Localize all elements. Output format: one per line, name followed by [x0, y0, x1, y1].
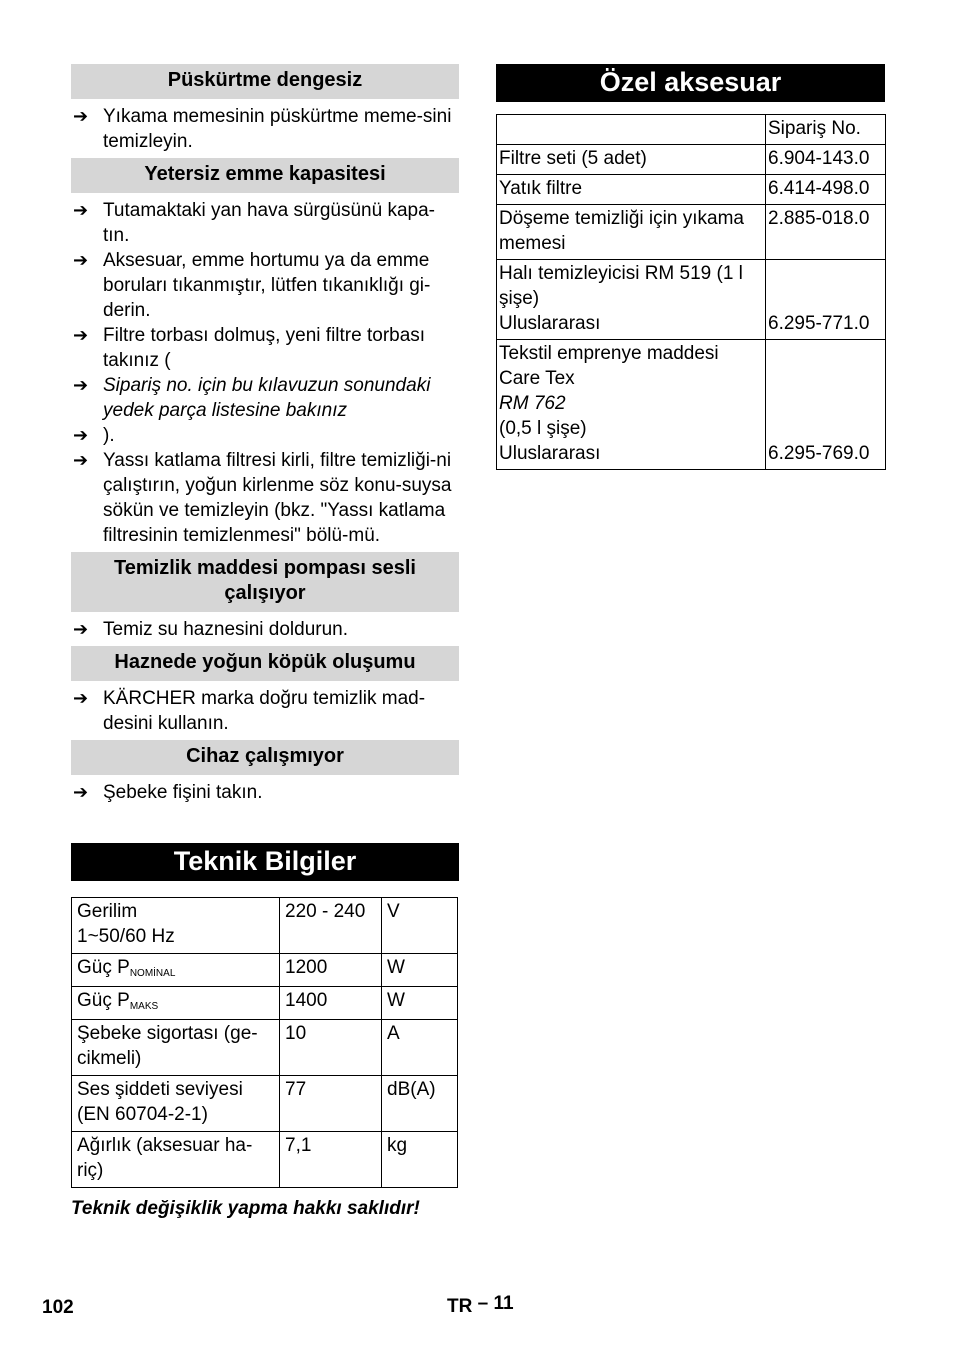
- spec-value: 7,1: [280, 1132, 382, 1188]
- table-row: [72, 954, 458, 987]
- troubleshooting-list: [71, 612, 459, 646]
- spec-label: Güç P: [77, 957, 130, 978]
- table-row: [497, 175, 886, 205]
- troubleshooting-heading: Haznede yoğun köpük oluşumu: [71, 646, 459, 681]
- accessory-order-no: 2.885-018.0: [766, 205, 886, 260]
- list-item: [71, 248, 459, 323]
- troubleshooting-heading: Püskürtme dengesiz: [71, 64, 459, 99]
- list-item: [71, 780, 459, 805]
- spec-unit: V: [382, 898, 458, 954]
- right-column: [496, 64, 885, 470]
- accessory-order-no: 6.295-771.0: [766, 260, 886, 340]
- spec-label: Gerilim: [77, 901, 138, 922]
- accessory-name-line: Filtre seti (5 adet): [499, 148, 647, 169]
- accessory-name-cell: [497, 145, 766, 175]
- spec-label-cell: [72, 1132, 280, 1188]
- spec-unit: W: [382, 987, 458, 1020]
- list-item-text: Şebeke fişini takın.: [103, 782, 263, 803]
- arrow-right-icon: ➔: [73, 200, 89, 220]
- accessories-heading: Özel aksesuar: [496, 64, 885, 102]
- technical-data-table: [71, 897, 458, 1188]
- troubleshooting-list: [71, 193, 459, 552]
- arrow-right-icon: ➔: [73, 619, 89, 639]
- troubleshooting-heading: Cihaz çalışmıyor: [71, 740, 459, 775]
- spec-label: Ses şiddeti seviyesi: [77, 1079, 243, 1100]
- arrow-right-icon: ➔: [73, 375, 89, 395]
- list-item: [71, 104, 459, 154]
- spec-label-subscript: MAKS: [129, 1001, 159, 1012]
- spec-label: Ağırlık (aksesuar ha-: [77, 1135, 253, 1156]
- accessories-header-row: [497, 115, 886, 145]
- troubleshooting-list: [71, 775, 459, 809]
- accessory-name-cell: [497, 205, 766, 260]
- troubleshooting-heading: Temizlik maddesi pompası sesli çalışıyor: [71, 552, 459, 612]
- spec-label-subscript: NOMİNAL: [129, 968, 176, 979]
- accessory-name-line: Halı temizleyicisi RM 519 (1 l: [499, 263, 743, 284]
- accessory-name-line: RM 762: [499, 393, 566, 414]
- accessory-name-cell: [497, 175, 766, 205]
- list-item-text: KÄRCHER marka doğru temizlik mad-desini kullanın.: [103, 688, 426, 734]
- table-row: [72, 1020, 458, 1076]
- list-item: [71, 686, 459, 736]
- accessories-table: [496, 114, 886, 470]
- accessory-name-line: (0,5 l şişe): [499, 418, 587, 439]
- spec-label-cell: [72, 1076, 280, 1132]
- footer-section-page: – 11: [477, 1293, 514, 1314]
- spec-label: Güç P: [77, 990, 130, 1011]
- spec-value: 77: [280, 1076, 382, 1132]
- table-row: [72, 898, 458, 954]
- troubleshooting-list: [71, 99, 459, 158]
- arrow-right-icon: ➔: [73, 425, 89, 445]
- accessories-header-order-no: Sipariş No.: [766, 115, 886, 145]
- accessory-name-line: Care Tex: [499, 368, 575, 389]
- spec-label-line2: cikmeli): [77, 1048, 142, 1069]
- list-item: [71, 198, 459, 248]
- spec-label-line2: (EN 60704-2-1): [77, 1104, 208, 1125]
- table-row: [72, 987, 458, 1020]
- arrow-right-icon: ➔: [73, 782, 89, 802]
- arrow-right-icon: ➔: [73, 688, 89, 708]
- list-item-text: Yassı katlama filtresi kirli, filtre temizliği-ni çalıştırın, yoğun kirlenme söz konu-suysa sökün ve temizleyin (bkz. "Yassı katlama filtresinin temizlenmesi" bölü-mü.: [103, 450, 452, 546]
- troubleshooting-section: [71, 64, 459, 809]
- accessory-name-line: Yatık filtre: [499, 178, 583, 199]
- list-item: [71, 617, 459, 642]
- list-item: [71, 373, 459, 423]
- accessory-name-line: Tekstil emprenye maddesi: [499, 343, 719, 364]
- troubleshooting-list: [71, 681, 459, 740]
- spec-label-cell: [72, 898, 280, 954]
- list-item-text: Tutamaktaki yan hava sürgüsünü kapa-tın.: [103, 200, 435, 246]
- table-row: [497, 145, 886, 175]
- technical-data-heading: Teknik Bilgiler: [71, 843, 459, 881]
- table-row: [497, 205, 886, 260]
- footer-language-page: [447, 1293, 514, 1318]
- arrow-right-icon: ➔: [73, 450, 89, 470]
- spec-unit: kg: [382, 1132, 458, 1188]
- table-row: [72, 1076, 458, 1132]
- spec-label-cell: [72, 954, 280, 987]
- list-item: [71, 448, 459, 548]
- spec-unit: W: [382, 954, 458, 987]
- accessory-name-line: memesi: [499, 233, 566, 254]
- arrow-right-icon: ➔: [73, 325, 89, 345]
- spec-unit: A: [382, 1020, 458, 1076]
- list-item-text: Aksesuar, emme hortumu ya da emme boruları tıkanmıştır, lütfen tıkanıklığı gi-derin.: [103, 250, 431, 321]
- arrow-right-icon: ➔: [73, 250, 89, 270]
- troubleshooting-heading: Yetersiz emme kapasitesi: [71, 158, 459, 193]
- spec-value: 220 - 240: [280, 898, 382, 954]
- spec-label-line2: 1~50/60 Hz: [77, 926, 175, 947]
- accessory-name-cell: [497, 340, 766, 470]
- accessory-order-no: 6.904-143.0: [766, 145, 886, 175]
- spec-label-cell: [72, 987, 280, 1020]
- spec-label-line2: riç): [77, 1160, 104, 1181]
- accessories-header-empty: [497, 115, 766, 145]
- spec-label: Şebeke sigortası (ge-: [77, 1023, 258, 1044]
- table-row: [497, 340, 886, 470]
- technical-change-note: Teknik değişiklik yapma hakkı saklıdır!: [71, 1198, 420, 1219]
- arrow-right-icon: ➔: [73, 106, 89, 126]
- spec-unit: dB(A): [382, 1076, 458, 1132]
- spec-value: 1200: [280, 954, 382, 987]
- list-item: [71, 423, 459, 448]
- accessory-name-line: şişe): [499, 288, 540, 309]
- list-item-text: ).: [103, 425, 115, 446]
- table-row: [72, 1132, 458, 1188]
- accessory-order-no: 6.414-498.0: [766, 175, 886, 205]
- page-number: 102: [42, 1297, 74, 1318]
- list-item-text: Filtre torbası dolmuş, yeni filtre torbası takınız (: [103, 325, 426, 371]
- spec-value: 10: [280, 1020, 382, 1076]
- list-item-text: Yıkama memesinin püskürtme meme-sini temizleyin.: [103, 106, 452, 152]
- spec-label-cell: [72, 1020, 280, 1076]
- accessory-order-no: 6.295-769.0: [766, 340, 886, 470]
- accessory-name-cell: [497, 260, 766, 340]
- footer-language: TR: [447, 1296, 473, 1317]
- table-row: [497, 260, 886, 340]
- accessory-name-line: Döşeme temizliği için yıkama: [499, 208, 744, 229]
- left-column: [71, 64, 459, 1220]
- accessory-region: Uluslararası: [499, 443, 601, 464]
- spec-value: 1400: [280, 987, 382, 1020]
- list-item-text: Temiz su haznesini doldurun.: [103, 619, 349, 640]
- list-item-text: Sipariş no. için bu kılavuzun sonundaki yedek parça listesine bakınız: [103, 375, 431, 421]
- list-item: [71, 323, 459, 373]
- accessory-region: Uluslararası: [499, 313, 601, 334]
